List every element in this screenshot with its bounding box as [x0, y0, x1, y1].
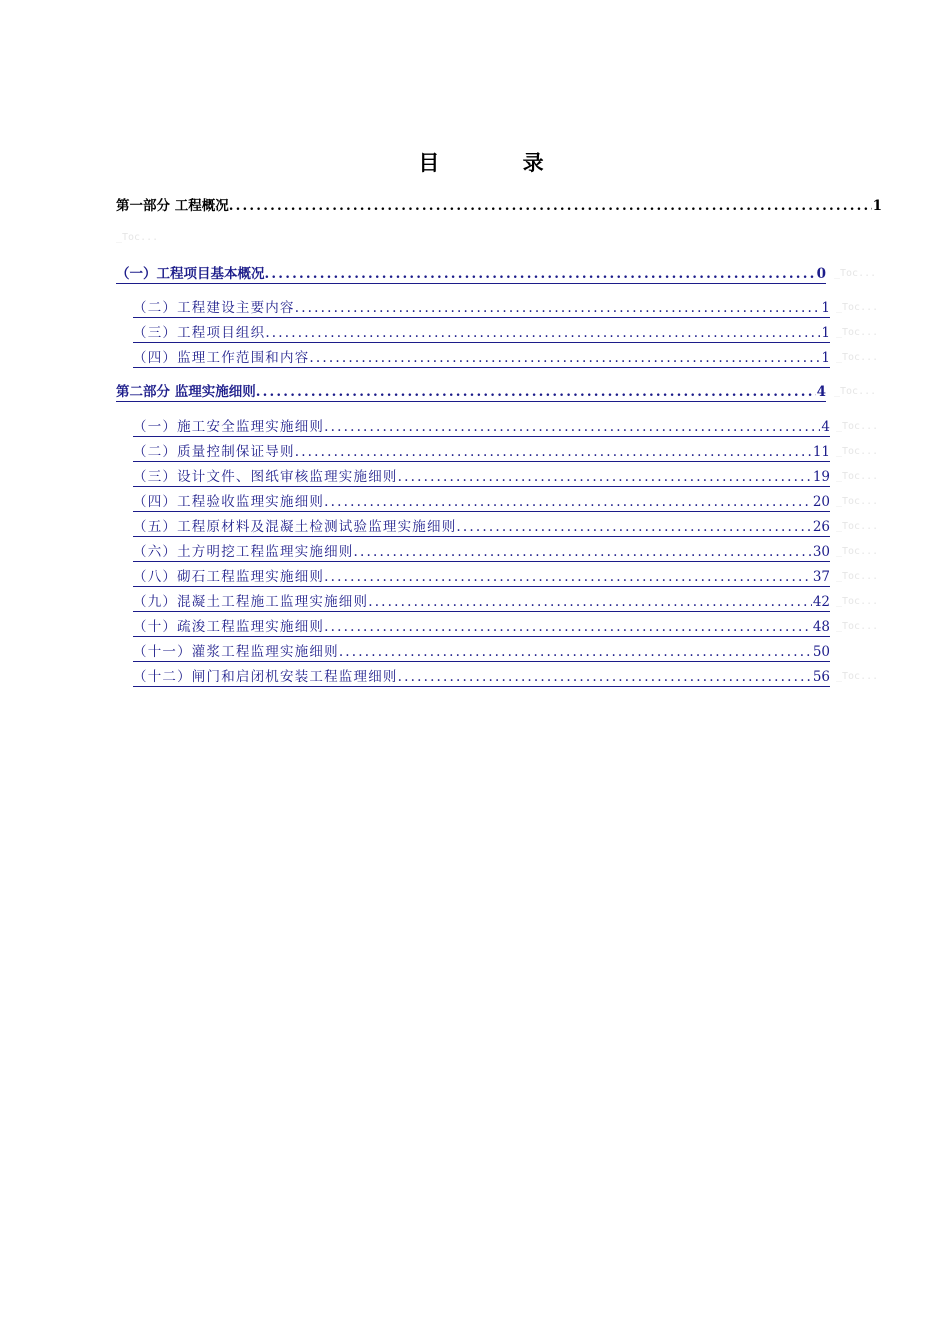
- toc-entry-page: 4: [821, 419, 830, 435]
- hidden-bookmark-text: _Toc...: [836, 302, 879, 313]
- toc-entry-label: （九）混凝土工程施工监理实施细则: [133, 594, 369, 610]
- hidden-bookmark-text: _Toc...: [836, 621, 879, 632]
- toc-entry-page: 1: [821, 350, 830, 366]
- toc-entry[interactable]: [133, 493, 830, 512]
- toc-entry[interactable]: [133, 468, 830, 487]
- toc-entry-label: （一）施工安全监理实施细则: [133, 419, 325, 435]
- toc-entry-label: 第二部分 监理实施细则: [116, 384, 256, 400]
- toc-entry-label: （十）疏浚工程监理实施细则: [133, 619, 325, 635]
- hidden-bookmark-text: _Toc...: [836, 521, 879, 532]
- toc-entry[interactable]: [133, 518, 830, 537]
- toc-entry-label: （二）工程建设主要内容: [133, 300, 295, 316]
- toc-entry-page: 20: [812, 494, 830, 510]
- hidden-bookmark-text: _Toc...: [836, 546, 879, 557]
- toc-entry-label: （十一）灌浆工程监理实施细则: [133, 644, 339, 660]
- toc-entry-page: 42: [812, 594, 830, 610]
- toc-entry[interactable]: [133, 418, 830, 437]
- toc-entry[interactable]: [133, 568, 830, 587]
- toc-entry-project-overview[interactable]: [116, 265, 826, 284]
- toc-entry-page: 1: [821, 300, 830, 316]
- toc-entry-page: 1: [872, 198, 882, 214]
- dot-leader: [324, 568, 812, 586]
- toc-entry-page: 56: [812, 669, 830, 685]
- dot-leader: [354, 543, 812, 561]
- toc-entry[interactable]: [133, 643, 830, 662]
- hidden-bookmark-text: _Toc...: [836, 671, 879, 682]
- dot-leader: [309, 349, 820, 367]
- dot-leader: [398, 468, 812, 486]
- toc-entry[interactable]: [133, 324, 830, 343]
- hidden-bookmark-text: _Toc...: [834, 386, 877, 397]
- hidden-bookmark-text: _Toc...: [836, 446, 879, 457]
- toc-entry[interactable]: [133, 543, 830, 562]
- toc-entry-part1[interactable]: [116, 197, 882, 215]
- toc-entry-page: 0: [816, 266, 826, 282]
- page-title: 目 录: [418, 150, 582, 175]
- dot-leader: [456, 518, 811, 536]
- dot-leader: [256, 383, 816, 401]
- toc-entry-page: 1: [821, 325, 830, 341]
- toc-entry[interactable]: [133, 668, 830, 687]
- toc-entry[interactable]: [133, 443, 830, 462]
- hidden-bookmark-text: _Toc...: [836, 327, 879, 338]
- dot-leader: [324, 493, 812, 511]
- dot-leader: [265, 324, 820, 342]
- toc-entry-page: 4: [816, 384, 826, 400]
- hidden-bookmark-text: _Toc...: [836, 352, 879, 363]
- dot-leader: [229, 197, 872, 215]
- dot-leader: [295, 299, 821, 317]
- hidden-bookmark-text: _Toc...: [836, 496, 879, 507]
- hidden-bookmark-text: _Toc...: [834, 268, 877, 279]
- toc-entry-label: （五）工程原材料及混凝土检测试验监理实施细则: [133, 519, 457, 535]
- toc-entry-label: （四）工程验收监理实施细则: [133, 494, 325, 510]
- hidden-bookmark-text: _Toc...: [836, 596, 879, 607]
- toc-entry-label: （八）砌石工程监理实施细则: [133, 569, 325, 585]
- toc-entry-page: 37: [812, 569, 830, 585]
- dot-leader: [368, 593, 812, 611]
- toc-entry[interactable]: [133, 593, 830, 612]
- dot-leader: [339, 643, 812, 661]
- dot-leader: [265, 265, 816, 283]
- hidden-bookmark-text: _Toc...: [836, 571, 879, 582]
- hidden-bookmark-text: _Toc...: [116, 232, 159, 243]
- hidden-bookmark-text: _Toc...: [836, 421, 879, 432]
- dot-leader: [324, 418, 820, 436]
- toc-entry-part2[interactable]: [116, 383, 826, 402]
- toc-entry-label: （六）土方明挖工程监理实施细则: [133, 544, 354, 560]
- toc-entry-label: （三）工程项目组织: [133, 325, 266, 341]
- dot-leader: [398, 668, 812, 686]
- toc-entry-page: 26: [812, 519, 830, 535]
- toc-entry-page: 50: [812, 644, 830, 660]
- toc-entry[interactable]: [133, 349, 830, 368]
- toc-entry-label: 第一部分 工程概况: [116, 198, 229, 214]
- toc-entry-label: （一）工程项目基本概况: [116, 266, 265, 282]
- dot-leader: [324, 618, 812, 636]
- toc-entry-page: 30: [812, 544, 830, 560]
- dot-leader: [295, 443, 812, 461]
- toc-entry[interactable]: [133, 299, 830, 318]
- toc-entry-label: （二）质量控制保证导则: [133, 444, 295, 460]
- toc-entry[interactable]: [133, 618, 830, 637]
- toc-entry-page: 11: [812, 444, 830, 460]
- toc-entry-page: 19: [812, 469, 830, 485]
- toc-entry-label: （十二）闸门和启闭机安装工程监理细则: [133, 669, 398, 685]
- toc-entry-page: 48: [812, 619, 830, 635]
- toc-entry-label: （三）设计文件、图纸审核监理实施细则: [133, 469, 398, 485]
- hidden-bookmark-text: _Toc...: [836, 471, 879, 482]
- toc-entry-label: （四）监理工作范围和内容: [133, 350, 310, 366]
